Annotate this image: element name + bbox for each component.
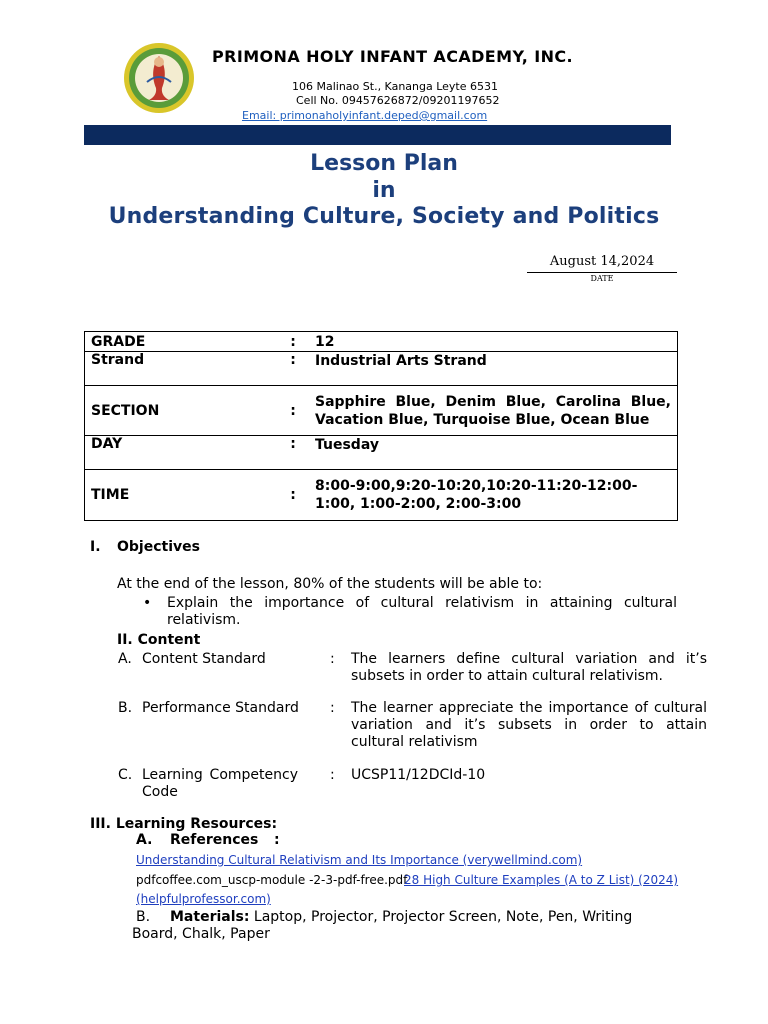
content-item-label: Learning Competency Code	[142, 767, 298, 800]
class-info-table	[84, 331, 678, 521]
school-address: 106 Malinao St., Kananga Leyte 6531	[292, 80, 499, 93]
table-row	[85, 470, 678, 521]
school-cell-number: Cell No. 09457626872/09201197652	[296, 94, 500, 107]
header-band	[84, 125, 671, 145]
reference-pdf-filename: pdfcoffee.com_uscp-module -2-3-pdf-free.pdf	[136, 873, 408, 887]
objectives-heading: Objectives	[117, 539, 200, 555]
content-item-letter: A.	[118, 651, 132, 667]
materials-letter: B.	[136, 909, 151, 925]
school-name: PRIMONA HOLY INFANT ACADEMY, INC.	[212, 47, 574, 66]
references-separator: :	[274, 832, 280, 848]
date-label: DATE	[590, 274, 614, 283]
table-row	[85, 332, 678, 352]
reference-link-verywellmind[interactable]: Understanding Cultural Relativism and Its Importance (verywellmind.com)	[136, 853, 583, 867]
reference-link-helpfulprofessor[interactable]: 28 High Culture Examples (A to Z List) (2024)	[404, 873, 679, 887]
table-row	[85, 386, 678, 436]
content-heading: II. Content	[117, 632, 201, 648]
content-item-value: The learner appreciate the importance of cultural variation and it’s subsets in order to attain cultural relativism	[351, 700, 707, 750]
date-underline	[527, 272, 677, 273]
school-email-link[interactable]: Email: primonaholyinfant.deped@gmail.com	[242, 109, 488, 122]
reference-link-helpfulprofessor-domain[interactable]: (helpfulprofessor.com)	[136, 892, 271, 906]
content-item-label: Content Standard	[142, 651, 266, 667]
objectives-bullet: Explain the importance of cultural relativism in attaining cultural relativism.	[167, 595, 677, 628]
objectives-numeral: I.	[90, 539, 101, 555]
info-label: TIME	[85, 470, 278, 521]
info-label: Strand	[85, 352, 278, 386]
content-item-separator: :	[330, 651, 335, 667]
references-letter: A.	[136, 832, 153, 848]
objectives-intro: At the end of the lesson, 80% of the students will be able to:	[117, 576, 543, 592]
school-logo	[123, 42, 195, 114]
info-separator: :	[277, 436, 309, 470]
title-subject: Understanding Culture, Society and Politics	[108, 204, 660, 229]
references-label: References	[170, 832, 259, 848]
bullet-icon: •	[143, 595, 152, 611]
info-value: Industrial Arts Strand	[309, 352, 678, 386]
info-separator: :	[277, 352, 309, 386]
materials-value: Laptop, Projector, Projector Screen, Note, Pen, Writing Board, Chalk, Paper	[132, 909, 633, 942]
info-separator: :	[277, 332, 309, 352]
info-label: SECTION	[85, 386, 278, 436]
content-item-separator: :	[330, 700, 335, 716]
materials-label: Materials:	[170, 909, 250, 925]
info-label: DAY	[85, 436, 278, 470]
content-item-separator: :	[330, 767, 335, 783]
title-lesson-plan: Lesson Plan	[310, 151, 458, 176]
content-item-value: UCSP11/12DCId-10	[351, 767, 486, 783]
table-row	[85, 436, 678, 470]
info-value: 12	[309, 332, 678, 352]
content-item-value: The learners define cultural variation and it’s subsets in order to attain cultural relativism.	[351, 651, 707, 684]
materials-line	[132, 909, 677, 943]
date-value: August 14,2024	[549, 254, 655, 269]
table-row	[85, 352, 678, 386]
info-value: Tuesday	[309, 436, 678, 470]
info-separator: :	[277, 386, 309, 436]
info-value: Sapphire Blue, Denim Blue, Carolina Blue, Vacation Blue, Turquoise Blue, Ocean Blue	[309, 386, 678, 436]
info-value: 8:00-9:00,9:20-10:20,10:20-11:20-12:00-1:00, 1:00-2:00, 2:00-3:00	[309, 470, 678, 521]
resources-heading: III. Learning Resources:	[90, 816, 278, 832]
title-in: in	[372, 178, 396, 203]
content-item-letter: C.	[118, 767, 133, 783]
content-item-letter: B.	[118, 700, 133, 716]
info-separator: :	[277, 470, 309, 521]
info-label: GRADE	[85, 332, 278, 352]
content-item-label: Performance Standard	[142, 700, 299, 716]
